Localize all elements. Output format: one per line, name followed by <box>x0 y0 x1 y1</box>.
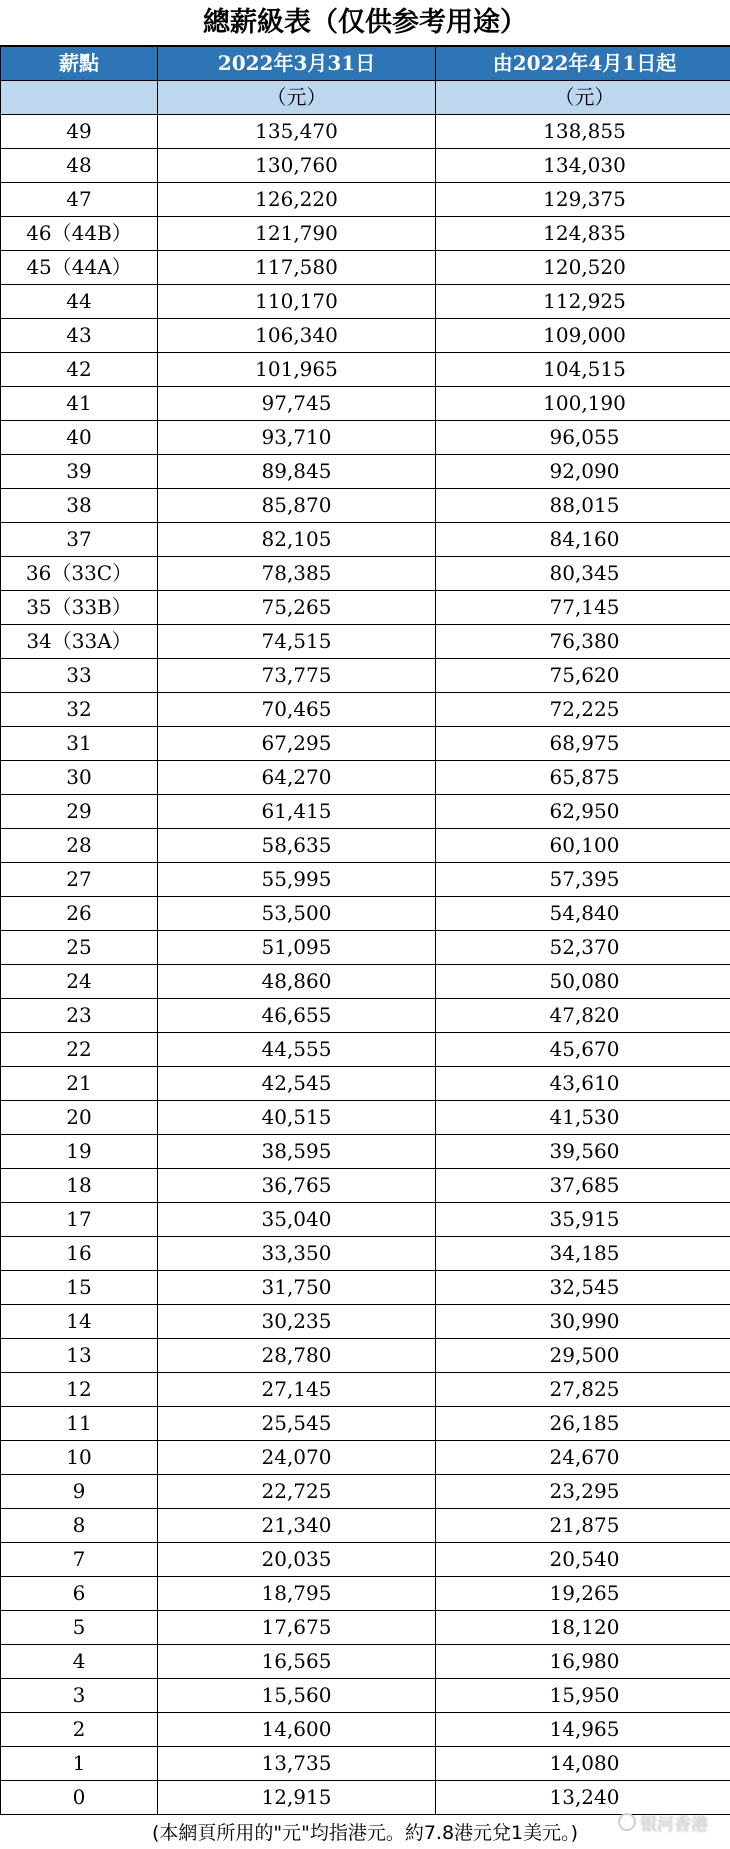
cell-salary-from-2022-04-01: 57,395 <box>436 863 730 897</box>
cell-salary-point: 21 <box>1 1067 158 1101</box>
cell-salary-2022-03-31: 35,040 <box>158 1203 436 1237</box>
cell-salary-point: 31 <box>1 727 158 761</box>
table-unit-row <box>1 81 730 115</box>
cell-salary-2022-03-31: 75,265 <box>158 591 436 625</box>
cell-salary-point: 38 <box>1 489 158 523</box>
table-row <box>1 1509 730 1543</box>
cell-salary-2022-03-31: 31,750 <box>158 1271 436 1305</box>
cell-salary-point: 33 <box>1 659 158 693</box>
cell-salary-point: 17 <box>1 1203 158 1237</box>
cell-salary-2022-03-31: 40,515 <box>158 1101 436 1135</box>
table-row <box>1 353 730 387</box>
cell-salary-from-2022-04-01: 45,670 <box>436 1033 730 1067</box>
cell-salary-2022-03-31: 53,500 <box>158 897 436 931</box>
cell-salary-2022-03-31: 51,095 <box>158 931 436 965</box>
cell-salary-2022-03-31: 48,860 <box>158 965 436 999</box>
cell-salary-point: 40 <box>1 421 158 455</box>
cell-salary-2022-03-31: 93,710 <box>158 421 436 455</box>
cell-salary-2022-03-31: 78,385 <box>158 557 436 591</box>
cell-salary-point: 10 <box>1 1441 158 1475</box>
cell-salary-2022-03-31: 14,600 <box>158 1713 436 1747</box>
watermark <box>618 1808 708 1836</box>
cell-salary-point: 9 <box>1 1475 158 1509</box>
table-row <box>1 149 730 183</box>
cell-salary-from-2022-04-01: 20,540 <box>436 1543 730 1577</box>
cell-salary-point: 27 <box>1 863 158 897</box>
cell-salary-from-2022-04-01: 15,950 <box>436 1679 730 1713</box>
cell-salary-2022-03-31: 135,470 <box>158 115 436 149</box>
cell-salary-from-2022-04-01: 80,345 <box>436 557 730 591</box>
table-row <box>1 795 730 829</box>
table-row <box>1 1543 730 1577</box>
cell-salary-2022-03-31: 12,915 <box>158 1781 436 1815</box>
table-row <box>1 761 730 795</box>
cell-salary-point: 45（44A） <box>1 251 158 285</box>
pay-scale-table <box>0 46 730 1815</box>
cell-salary-from-2022-04-01: 26,185 <box>436 1407 730 1441</box>
cell-salary-from-2022-04-01: 60,100 <box>436 829 730 863</box>
table-row <box>1 455 730 489</box>
table-row <box>1 1339 730 1373</box>
cell-salary-2022-03-31: 16,565 <box>158 1645 436 1679</box>
cell-salary-point: 36（33C） <box>1 557 158 591</box>
cell-salary-point: 22 <box>1 1033 158 1067</box>
cell-salary-from-2022-04-01: 50,080 <box>436 965 730 999</box>
cell-salary-from-2022-04-01: 13,240 <box>436 1781 730 1815</box>
cell-salary-from-2022-04-01: 65,875 <box>436 761 730 795</box>
table-row <box>1 1645 730 1679</box>
cell-salary-2022-03-31: 70,465 <box>158 693 436 727</box>
cell-salary-point: 18 <box>1 1169 158 1203</box>
cell-salary-2022-03-31: 20,035 <box>158 1543 436 1577</box>
cell-salary-2022-03-31: 38,595 <box>158 1135 436 1169</box>
cell-salary-point: 13 <box>1 1339 158 1373</box>
table-row <box>1 931 730 965</box>
cell-salary-from-2022-04-01: 109,000 <box>436 319 730 353</box>
cell-salary-from-2022-04-01: 100,190 <box>436 387 730 421</box>
cell-salary-from-2022-04-01: 62,950 <box>436 795 730 829</box>
cell-salary-point: 29 <box>1 795 158 829</box>
cell-salary-point: 32 <box>1 693 158 727</box>
table-row <box>1 387 730 421</box>
cell-salary-point: 39 <box>1 455 158 489</box>
cell-salary-point: 11 <box>1 1407 158 1441</box>
cell-salary-2022-03-31: 101,965 <box>158 353 436 387</box>
table-row <box>1 829 730 863</box>
cell-salary-2022-03-31: 21,340 <box>158 1509 436 1543</box>
table-row <box>1 1135 730 1169</box>
cell-salary-point: 6 <box>1 1577 158 1611</box>
cell-salary-from-2022-04-01: 75,620 <box>436 659 730 693</box>
cell-salary-2022-03-31: 58,635 <box>158 829 436 863</box>
cell-salary-point: 1 <box>1 1747 158 1781</box>
cell-salary-point: 5 <box>1 1611 158 1645</box>
cell-salary-point: 8 <box>1 1509 158 1543</box>
table-row <box>1 659 730 693</box>
table-row <box>1 1101 730 1135</box>
cell-salary-from-2022-04-01: 77,145 <box>436 591 730 625</box>
table-row <box>1 965 730 999</box>
cell-salary-point: 37 <box>1 523 158 557</box>
watermark-text: 银河香港 <box>640 1814 708 1835</box>
cell-salary-from-2022-04-01: 24,670 <box>436 1441 730 1475</box>
cell-salary-2022-03-31: 73,775 <box>158 659 436 693</box>
table-row <box>1 999 730 1033</box>
unit-cell-from-2022-04-01: （元） <box>436 81 730 115</box>
table-row <box>1 1033 730 1067</box>
cell-salary-point: 30 <box>1 761 158 795</box>
cell-salary-from-2022-04-01: 112,925 <box>436 285 730 319</box>
cell-salary-from-2022-04-01: 68,975 <box>436 727 730 761</box>
cell-salary-from-2022-04-01: 19,265 <box>436 1577 730 1611</box>
cell-salary-2022-03-31: 117,580 <box>158 251 436 285</box>
cell-salary-from-2022-04-01: 29,500 <box>436 1339 730 1373</box>
page-title: 總薪級表（仅供参考用途） <box>0 0 730 46</box>
table-row <box>1 1203 730 1237</box>
table-row <box>1 1271 730 1305</box>
cell-salary-2022-03-31: 67,295 <box>158 727 436 761</box>
table-row <box>1 217 730 251</box>
cell-salary-point: 42 <box>1 353 158 387</box>
cell-salary-point: 15 <box>1 1271 158 1305</box>
cell-salary-point: 23 <box>1 999 158 1033</box>
cell-salary-point: 26 <box>1 897 158 931</box>
cell-salary-point: 2 <box>1 1713 158 1747</box>
cell-salary-from-2022-04-01: 84,160 <box>436 523 730 557</box>
unit-cell-2022-03-31: （元） <box>158 81 436 115</box>
watermark-logo-icon <box>618 1813 636 1831</box>
cell-salary-from-2022-04-01: 54,840 <box>436 897 730 931</box>
table-row <box>1 285 730 319</box>
cell-salary-from-2022-04-01: 14,965 <box>436 1713 730 1747</box>
cell-salary-point: 24 <box>1 965 158 999</box>
cell-salary-point: 12 <box>1 1373 158 1407</box>
table-row <box>1 625 730 659</box>
cell-salary-2022-03-31: 130,760 <box>158 149 436 183</box>
table-row <box>1 1611 730 1645</box>
table-row <box>1 1679 730 1713</box>
cell-salary-point: 35（33B） <box>1 591 158 625</box>
cell-salary-point: 3 <box>1 1679 158 1713</box>
table-row <box>1 897 730 931</box>
table-header-row <box>1 47 730 81</box>
cell-salary-point: 49 <box>1 115 158 149</box>
cell-salary-2022-03-31: 64,270 <box>158 761 436 795</box>
header-salary-point: 薪點 <box>1 47 158 81</box>
table-row <box>1 727 730 761</box>
cell-salary-from-2022-04-01: 41,530 <box>436 1101 730 1135</box>
cell-salary-point: 46（44B） <box>1 217 158 251</box>
table-row <box>1 319 730 353</box>
cell-salary-point: 48 <box>1 149 158 183</box>
table-row <box>1 1067 730 1101</box>
cell-salary-point: 47 <box>1 183 158 217</box>
cell-salary-point: 43 <box>1 319 158 353</box>
cell-salary-2022-03-31: 17,675 <box>158 1611 436 1645</box>
cell-salary-2022-03-31: 18,795 <box>158 1577 436 1611</box>
table-row <box>1 1169 730 1203</box>
cell-salary-from-2022-04-01: 76,380 <box>436 625 730 659</box>
cell-salary-from-2022-04-01: 134,030 <box>436 149 730 183</box>
cell-salary-from-2022-04-01: 14,080 <box>436 1747 730 1781</box>
cell-salary-2022-03-31: 28,780 <box>158 1339 436 1373</box>
cell-salary-point: 44 <box>1 285 158 319</box>
cell-salary-from-2022-04-01: 30,990 <box>436 1305 730 1339</box>
table-row <box>1 591 730 625</box>
cell-salary-2022-03-31: 46,655 <box>158 999 436 1033</box>
cell-salary-2022-03-31: 30,235 <box>158 1305 436 1339</box>
cell-salary-from-2022-04-01: 129,375 <box>436 183 730 217</box>
cell-salary-2022-03-31: 22,725 <box>158 1475 436 1509</box>
cell-salary-from-2022-04-01: 124,835 <box>436 217 730 251</box>
cell-salary-2022-03-31: 106,340 <box>158 319 436 353</box>
cell-salary-from-2022-04-01: 92,090 <box>436 455 730 489</box>
cell-salary-point: 16 <box>1 1237 158 1271</box>
cell-salary-from-2022-04-01: 21,875 <box>436 1509 730 1543</box>
unit-cell-salary-point <box>1 81 158 115</box>
cell-salary-point: 14 <box>1 1305 158 1339</box>
cell-salary-2022-03-31: 25,545 <box>158 1407 436 1441</box>
header-from-2022-04-01: 由2022年4月1日起 <box>436 47 730 81</box>
table-row <box>1 183 730 217</box>
header-2022-03-31: 2022年3月31日 <box>158 47 436 81</box>
cell-salary-point: 0 <box>1 1781 158 1815</box>
cell-salary-from-2022-04-01: 34,185 <box>436 1237 730 1271</box>
cell-salary-point: 7 <box>1 1543 158 1577</box>
cell-salary-2022-03-31: 85,870 <box>158 489 436 523</box>
cell-salary-2022-03-31: 15,560 <box>158 1679 436 1713</box>
cell-salary-from-2022-04-01: 52,370 <box>436 931 730 965</box>
cell-salary-2022-03-31: 61,415 <box>158 795 436 829</box>
table-row <box>1 1441 730 1475</box>
cell-salary-2022-03-31: 33,350 <box>158 1237 436 1271</box>
cell-salary-2022-03-31: 74,515 <box>158 625 436 659</box>
table-row <box>1 1475 730 1509</box>
cell-salary-2022-03-31: 89,845 <box>158 455 436 489</box>
table-row <box>1 1747 730 1781</box>
cell-salary-from-2022-04-01: 96,055 <box>436 421 730 455</box>
table-row <box>1 115 730 149</box>
cell-salary-from-2022-04-01: 35,915 <box>436 1203 730 1237</box>
table-row <box>1 693 730 727</box>
cell-salary-2022-03-31: 27,145 <box>158 1373 436 1407</box>
cell-salary-2022-03-31: 24,070 <box>158 1441 436 1475</box>
table-row <box>1 1237 730 1271</box>
cell-salary-2022-03-31: 121,790 <box>158 217 436 251</box>
cell-salary-from-2022-04-01: 43,610 <box>436 1067 730 1101</box>
cell-salary-from-2022-04-01: 27,825 <box>436 1373 730 1407</box>
cell-salary-from-2022-04-01: 16,980 <box>436 1645 730 1679</box>
cell-salary-point: 20 <box>1 1101 158 1135</box>
table-row <box>1 1373 730 1407</box>
cell-salary-2022-03-31: 36,765 <box>158 1169 436 1203</box>
cell-salary-2022-03-31: 110,170 <box>158 285 436 319</box>
table-row <box>1 1407 730 1441</box>
cell-salary-from-2022-04-01: 138,855 <box>436 115 730 149</box>
table-row <box>1 557 730 591</box>
cell-salary-from-2022-04-01: 37,685 <box>436 1169 730 1203</box>
cell-salary-point: 25 <box>1 931 158 965</box>
table-row <box>1 863 730 897</box>
table-row <box>1 251 730 285</box>
cell-salary-2022-03-31: 97,745 <box>158 387 436 421</box>
cell-salary-from-2022-04-01: 88,015 <box>436 489 730 523</box>
cell-salary-point: 41 <box>1 387 158 421</box>
cell-salary-from-2022-04-01: 47,820 <box>436 999 730 1033</box>
cell-salary-from-2022-04-01: 72,225 <box>436 693 730 727</box>
cell-salary-2022-03-31: 44,555 <box>158 1033 436 1067</box>
cell-salary-point: 34（33A） <box>1 625 158 659</box>
cell-salary-point: 4 <box>1 1645 158 1679</box>
cell-salary-from-2022-04-01: 18,120 <box>436 1611 730 1645</box>
cell-salary-point: 28 <box>1 829 158 863</box>
cell-salary-2022-03-31: 55,995 <box>158 863 436 897</box>
cell-salary-point: 19 <box>1 1135 158 1169</box>
cell-salary-from-2022-04-01: 120,520 <box>436 251 730 285</box>
cell-salary-2022-03-31: 42,545 <box>158 1067 436 1101</box>
cell-salary-2022-03-31: 82,105 <box>158 523 436 557</box>
table-row <box>1 489 730 523</box>
cell-salary-from-2022-04-01: 32,545 <box>436 1271 730 1305</box>
cell-salary-from-2022-04-01: 104,515 <box>436 353 730 387</box>
table-row <box>1 1577 730 1611</box>
table-row <box>1 1713 730 1747</box>
cell-salary-from-2022-04-01: 23,295 <box>436 1475 730 1509</box>
table-row <box>1 1305 730 1339</box>
footnote: (本網頁所用的"元"均指港元。約7.8港元兌1美元。) <box>151 1822 579 1844</box>
cell-salary-from-2022-04-01: 39,560 <box>436 1135 730 1169</box>
table-row <box>1 523 730 557</box>
cell-salary-2022-03-31: 126,220 <box>158 183 436 217</box>
cell-salary-2022-03-31: 13,735 <box>158 1747 436 1781</box>
table-row <box>1 421 730 455</box>
